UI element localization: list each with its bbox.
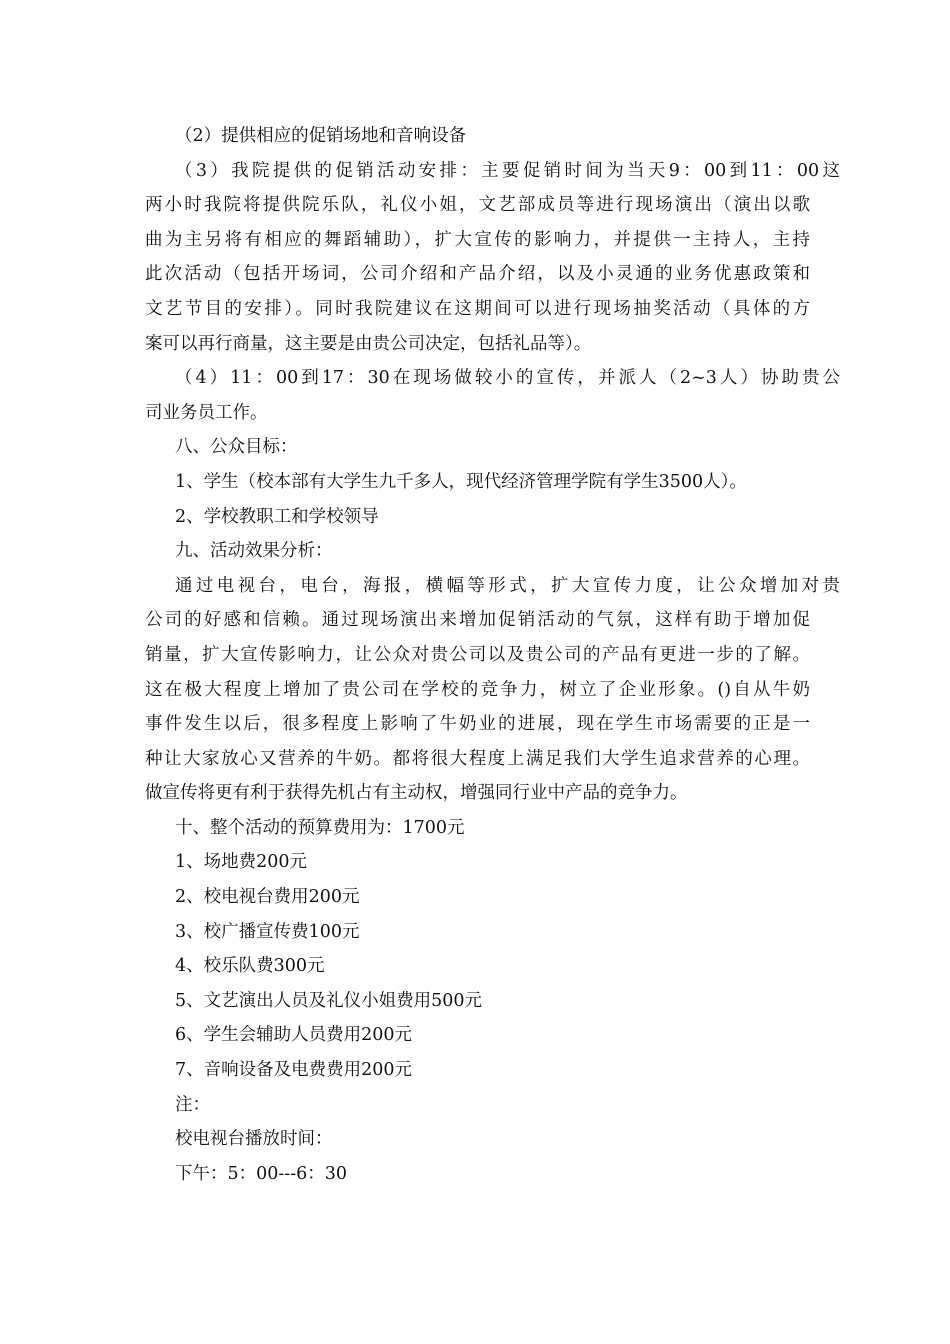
text-line: 销量，扩大宣传影响力，让公众对贵公司以及贵公司的产品有更进一步的了解。 (145, 644, 810, 665)
section-heading: 九、活动效果分析： (175, 541, 333, 562)
text-line: 下午：5：00---6：30 (175, 1163, 348, 1184)
text-line: （3）我院提供的促销活动安排：主要促销时间为当天9：00到11：00这 (175, 160, 840, 181)
list-item: 1、学生（校本部有大学生九千多人，现代经济管理学院有学生3500人）。 (175, 471, 747, 492)
list-item: 6、学生会辅助人员费用200元 (175, 1025, 413, 1046)
text-line: 种让大家放心又营养的牛奶。都将很大程度上满足我们大学生追求营养的心理。 (145, 748, 810, 769)
text-line: 文艺节目的安排）。同时我院建议在这期间可以进行现场抽奖活动（具体的方 (145, 298, 810, 319)
text-line: 司业务员工作。 (145, 402, 268, 423)
section-heading: 八、公众目标： (175, 437, 298, 458)
text-line: 案可以再行商量，这主要是由贵公司决定，包括礼品等）。 (145, 333, 592, 354)
text-line: （2）提供相应的促销场地和音响设备 (175, 126, 467, 146)
list-item: 4、校乐队费300元 (175, 956, 325, 977)
list-item: 2、学校教职工和学校领导 (175, 506, 379, 527)
text-line: 此次活动（包括开场词，公司介绍和产品介绍，以及小灵通的业务优惠政策和 (145, 264, 810, 285)
list-item: 1、场地费200元 (175, 852, 308, 873)
text-line: 校电视台播放时间： (175, 1129, 333, 1150)
text-line: （4）11：00到17：30在现场做较小的宣传，并派人（2~3人）协助贵公 (175, 368, 840, 389)
text-line: 通过电视台，电台，海报，横幅等形式，扩大宣传力度，让公众增加对贵 (175, 575, 840, 596)
text-line: 这在极大程度上增加了贵公司在学校的竞争力，树立了企业形象。()自从牛奶 (145, 679, 810, 700)
text-line: 公司的好感和信赖。通过现场演出来增加促销活动的气氛，这样有助于增加促 (145, 610, 810, 631)
text-line: 两小时我院将提供院乐队，礼仪小姐，文艺部成员等进行现场演出（演出以歌 (145, 195, 810, 216)
list-item: 5、文艺演出人员及礼仪小姐费用500元 (175, 990, 483, 1011)
document-page (145, 119, 840, 1191)
text-line: 做宣传将更有利于获得先机占有主动权，增强同行业中产品的竞争力。 (145, 783, 688, 804)
list-item: 7、音响设备及电费费用200元 (175, 1060, 413, 1081)
section-heading: 十、整个活动的预算费用为：1700元 (175, 817, 465, 838)
text-line: 事件发生以后，很多程度上影响了牛奶业的进展，现在学生市场需要的正是一 (145, 714, 810, 735)
text-line: 曲为主另将有相应的舞蹈辅助），扩大宣传的影响力，并提供一主持人，主持 (145, 229, 810, 250)
list-item: 3、校广播宣传费100元 (175, 921, 360, 942)
list-item: 2、校电视台费用200元 (175, 887, 360, 908)
note-label: 注： (175, 1094, 210, 1115)
